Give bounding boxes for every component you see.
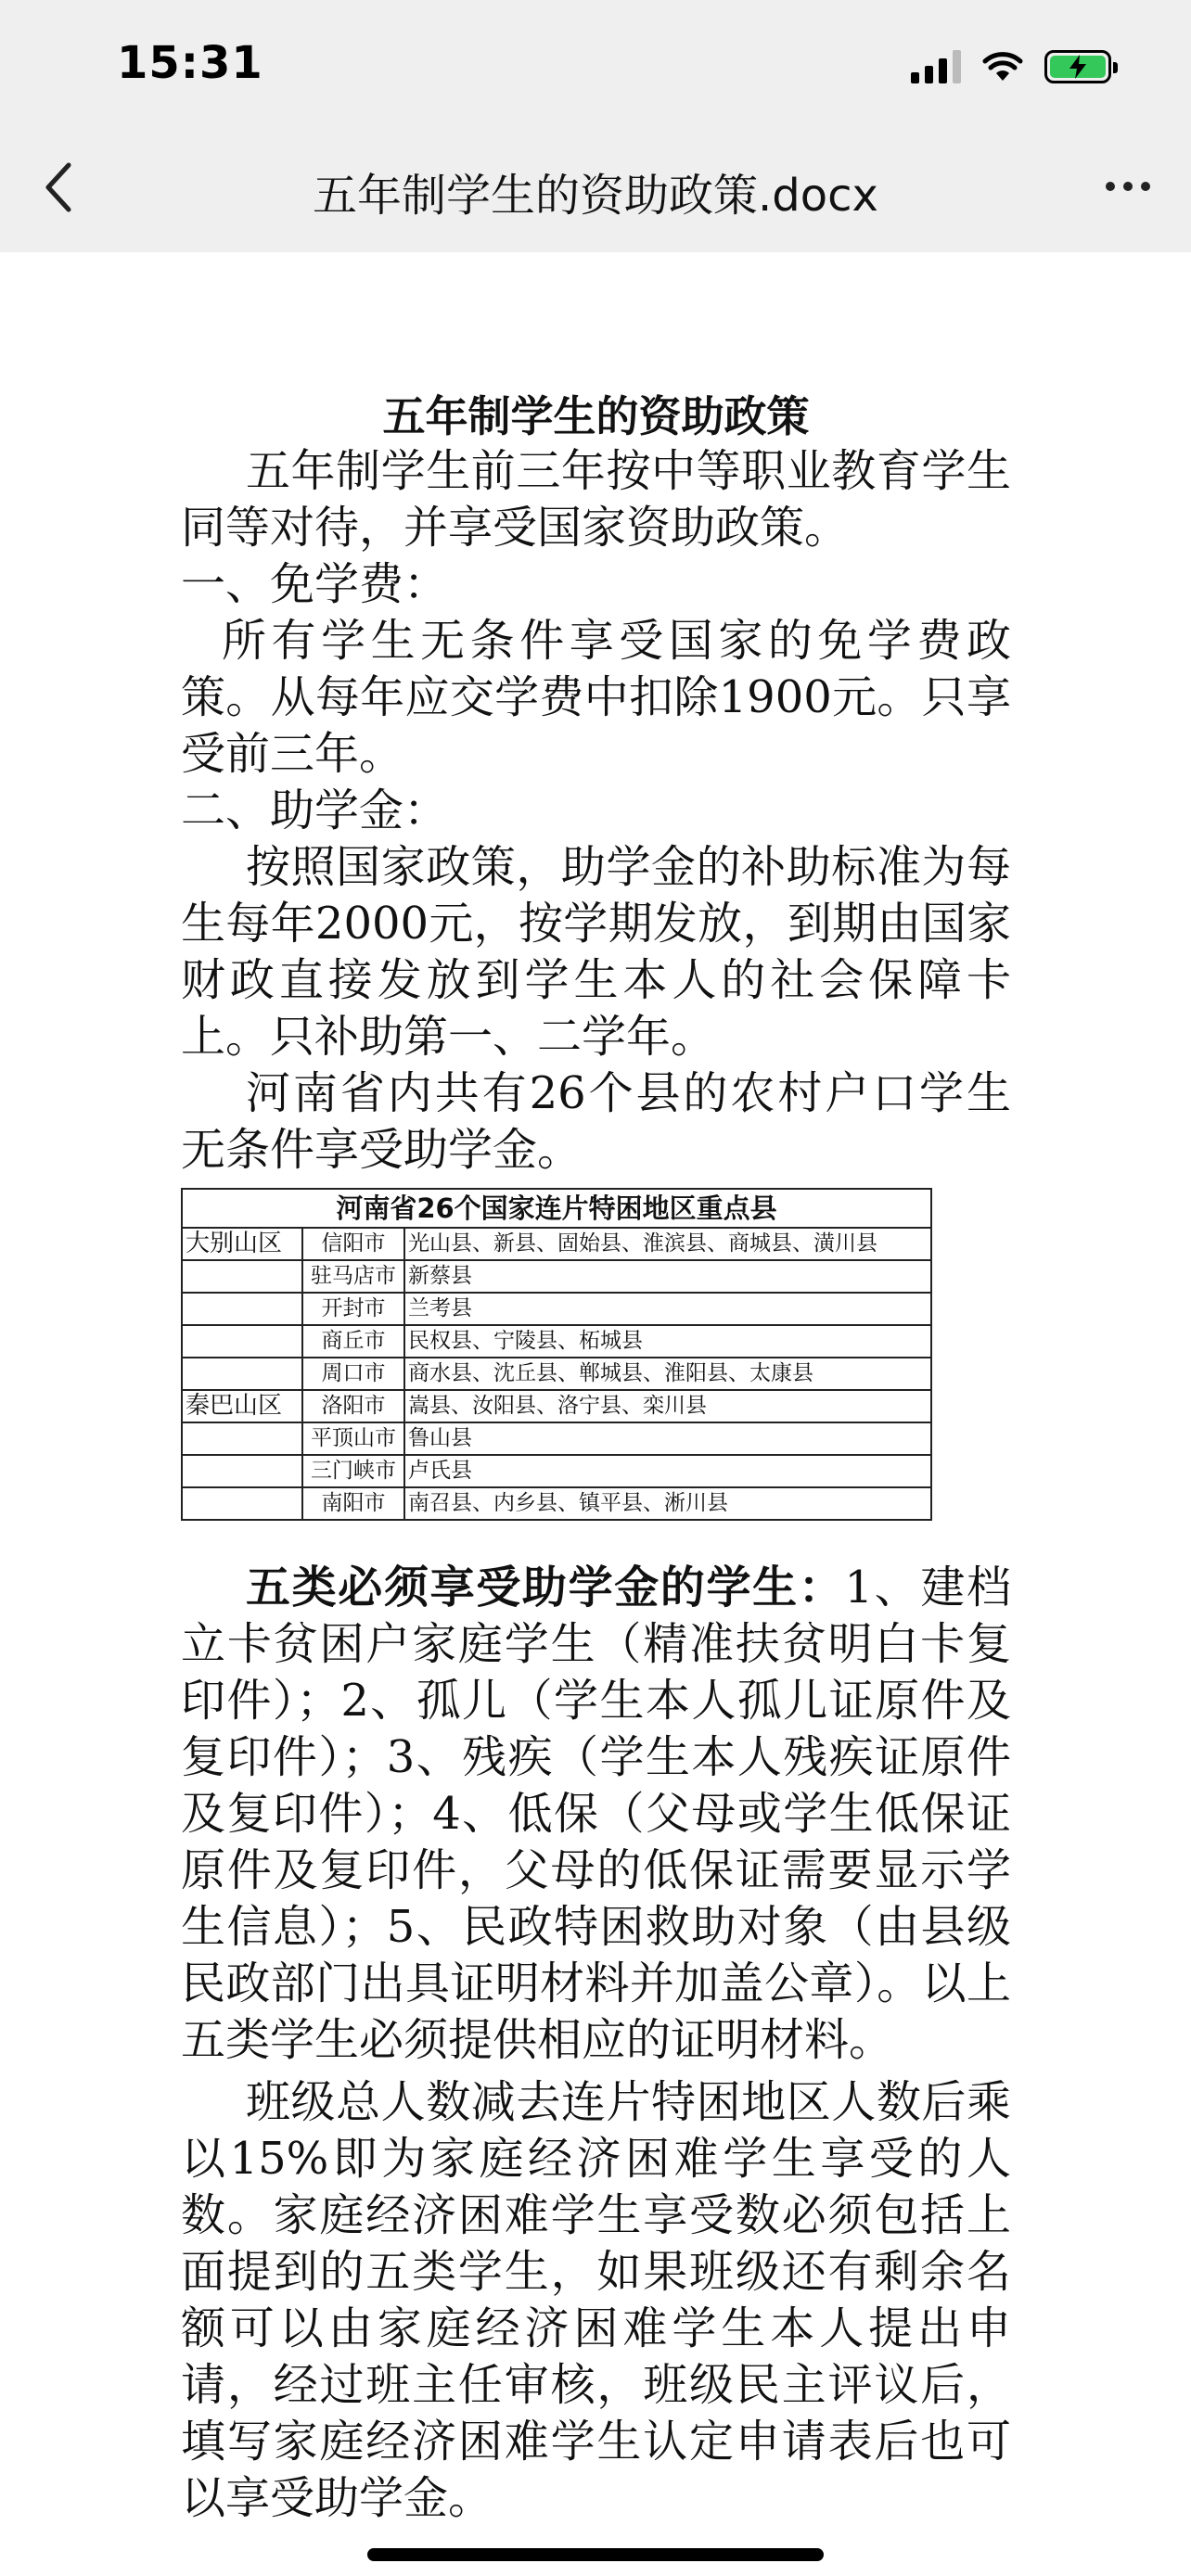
status-time: 15:31: [117, 37, 263, 89]
region-cell: [182, 1455, 302, 1487]
city-cell: 洛阳市: [302, 1390, 404, 1422]
more-options-icon[interactable]: [1106, 182, 1150, 191]
city-cell: 开封市: [302, 1293, 404, 1325]
city-cell: 三门峡市: [302, 1455, 404, 1487]
five-categories-paragraph: [181, 1560, 1011, 2069]
five-categories-lead: 五类必须享受助学金的学生：: [246, 1562, 845, 1613]
counties-cell: 嵩县、汝阳县、洛宁县、栾川县: [404, 1390, 931, 1422]
city-cell: 信阳市: [302, 1228, 404, 1260]
section-heading-grant: 二、助学金：: [181, 784, 449, 836]
counties-cell: 新蔡县: [404, 1260, 931, 1293]
city-cell: 南阳市: [302, 1487, 404, 1520]
region-cell: [182, 1293, 302, 1325]
city-cell: 平顶山市: [302, 1422, 404, 1455]
table-row: [182, 1487, 931, 1520]
tuition-paragraph: 所有学生无条件享受国家的免学费政策。从每年应交学费中扣除1900元。只享受前三年。: [181, 615, 1011, 780]
city-cell: 商丘市: [302, 1325, 404, 1358]
counties-cell: 卢氏县: [404, 1455, 931, 1487]
home-indicator[interactable]: [367, 2548, 824, 2561]
counties-cell: 南召县、内乡县、镇平县、淅川县: [404, 1487, 931, 1520]
county-paragraph: 河南省内共有26个县的农村户口学生无条件享受助学金。: [181, 1067, 1011, 1176]
status-icons: [911, 46, 1111, 87]
quota-paragraph: 班级总人数减去连片特困地区人数后乘以15%即为家庭经济困难学生享受的人数。家庭经济困难学生享受数必须包括上面提到的五类学生，如果班级还有剩余名额可以由家庭经济困难学生本人提出申请，经过班主任审核，班级民主评议后，填写家庭经济困难学生认定申请表后也可以享受助学金。: [181, 2076, 1011, 2524]
doc-heading: 五年制学生的资助政策: [382, 391, 810, 441]
city-cell: 驻马店市: [302, 1260, 404, 1293]
wifi-icon: [981, 51, 1024, 83]
document-title-bar: 五年制学生的资助政策.docx: [313, 170, 878, 222]
region-cell: [182, 1358, 302, 1390]
five-categories-body: 1、建档立卡贫困户家庭学生（精准扶贫明白卡复印件）；2、孤儿（学生本人孤儿证原件及复印件）；3、残疾（学生本人残疾证原件及复印件）；4、低保（父母或学生低保证原件及复印件，父母的低保证需要显示学生信息）；5、民政特困救助对象（由县级民政部门出具证明材料并加盖公章）。以上五类学生必须提供相应的证明材料。: [181, 1562, 1011, 2066]
region-cell: [182, 1260, 302, 1293]
cellular-signal-icon: [911, 50, 961, 83]
counties-cell: 兰考县: [404, 1293, 931, 1325]
region-cell: [182, 1487, 302, 1520]
region-cell: [182, 1325, 302, 1358]
region-cell: 大别山区: [182, 1228, 302, 1260]
counties-cell: 商水县、沈丘县、郸城县、淮阳县、太康县: [404, 1358, 931, 1390]
intro-paragraph: 五年制学生前三年按中等职业教育学生同等对待，并享受国家资助政策。: [181, 445, 1011, 554]
counties-cell: 民权县、宁陵县、柘城县: [404, 1325, 931, 1358]
table-row: [182, 1390, 931, 1422]
table-title: 河南省26个国家连片特困地区重点县: [182, 1189, 931, 1228]
document-body: [181, 389, 1011, 2527]
region-cell: [182, 1422, 302, 1455]
battery-charging-icon: [1044, 50, 1111, 83]
table-row: [182, 1325, 931, 1358]
region-cell: 秦巴山区: [182, 1390, 302, 1422]
table-row: [182, 1260, 931, 1293]
grant-paragraph: 按照国家政策，助学金的补助标准为每生每年2000元，按学期发放，到期由国家财政直接发放到学生本人的社会保障卡上。只补助第一、二学年。: [181, 841, 1011, 1063]
table-row: [182, 1455, 931, 1487]
poverty-county-table: [181, 1188, 932, 1521]
table-row: [182, 1228, 931, 1260]
section-heading-tuition: 一、免学费：: [181, 558, 449, 610]
table-row: [182, 1358, 931, 1390]
top-bar: [0, 0, 1191, 252]
city-cell: 周口市: [302, 1358, 404, 1390]
counties-cell: 鲁山县: [404, 1422, 931, 1455]
table-row: [182, 1293, 931, 1325]
counties-cell: 光山县、新县、固始县、淮滨县、商城县、潢川县: [404, 1228, 931, 1260]
table-row: [182, 1422, 931, 1455]
